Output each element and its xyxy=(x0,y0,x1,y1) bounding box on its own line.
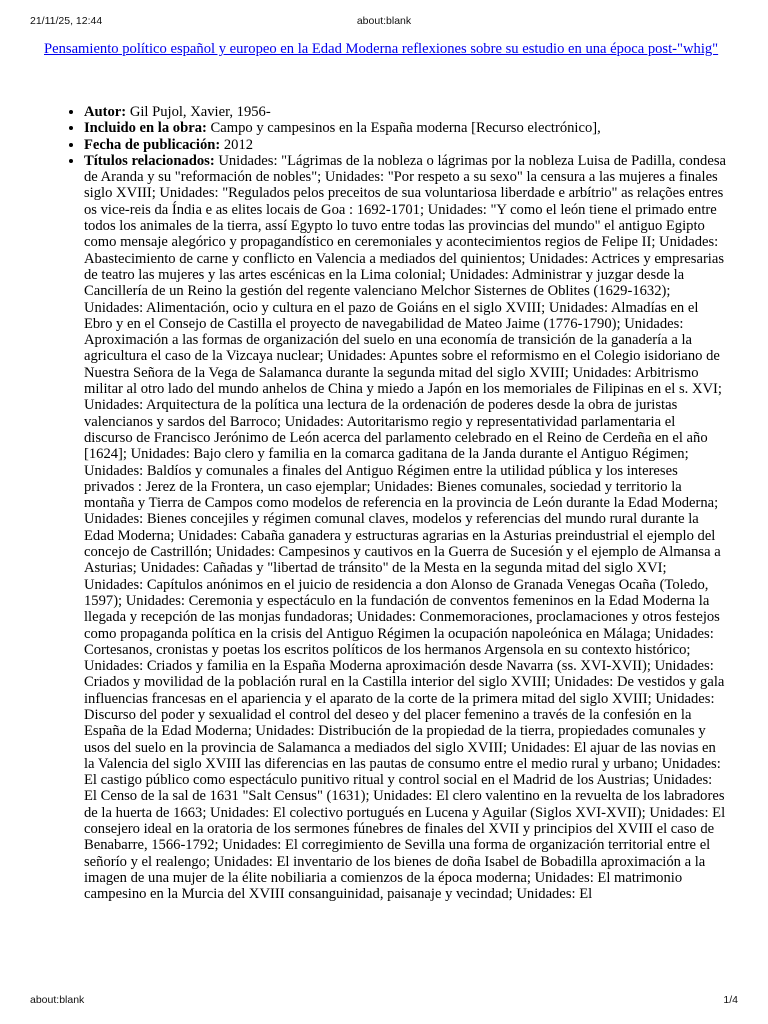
print-page-number: 1/4 xyxy=(723,994,738,1006)
record-fields xyxy=(44,104,726,903)
field-autor xyxy=(84,104,726,120)
field-label: Fecha de publicación: xyxy=(84,136,221,153)
field-value: Campo y campesinos en la España moderna [Recurso electrónico], xyxy=(210,120,601,137)
field-value: 2012 xyxy=(223,136,254,153)
print-page-title: about:blank xyxy=(356,15,412,27)
print-footer xyxy=(30,994,738,1008)
field-value: Unidades: "Lágrimas de la nobleza o lágrimas por la nobleza Luisa de Padilla, condesa de Aranda y su "reformación de nobles"; Unidades: "Por respeto a su sexo" la censura a las mujeres a finales siglo XVIII; Unidades: "Regulados pelos preceitos de sua voluntariosa liberdade e arbítrio" as relações entres os vice-reis da Índia e as elites locais de Goa : 1692-1701; Unidades: "Y como el león tiene el primado entre todos los animales de la tierra, assí Egypto lo tuvo entre todas las provincias del mundo" el antiguo Egipto como mensaje alegórico y propagandístico en ceremoniales y acontecimientos regios de Felipe II; Unidades: Abastecimiento de carne y conflicto en Valencia a mediados del quinientos; Unidades: Actrices y empresarias de teatro las mujeres y las artes escénicas en la Lima colonial; Unidades: Administrar y juzgar desde la Cancillería de un Reino la gestión del regente valenciano Melchor Sisternes de Oblites (1629-1632); Unidades: Alimentación, ocio y cultura en el pazo de Goiáns en el siglo XVIII; Unidades: Almadías en el Ebro y en el Consejo de Castilla el proyecto de navegabilidad de Mateo Jaime (1776-1790); Unidades: Aproximación a las formas de organización del suelo en una economía de transición de la ganadería a la agricultura el caso de la Vizcaya nuclear; Unidades: Apuntes sobre el reformismo en el Colegio isidoriano de Nuestra Señora de la Vega de Salamanca durante la segunda mitad del siglo XVIII; Unidades: Arbitrismo militar al otro lado del mundo anhelos de China y miedo a Japón en los memoriales de Filipinas en el s. XVI; Unidades: Arquitectura de la política una lectura de la ordenación de poderes desde la obra de juristas valencianos y sardos del Barroco; Unidades: Autoritarismo regio y representatividad parlamentaria el discurso de Francisco Jerónimo de León acerca del parlamento celebrado en el Reino de Cerdeña en el año [1624]; Unidades: Bajo clero y familia en la comarca gaditana de la Janda durante el Antiguo Régimen; Unidades: Baldíos y comunales a finales del Antiguo Régimen entre la utilidad pública y los intereses privados : Jerez de la Frontera, un caso ejemplar; Unidades: Bienes comunales, sociedad y territorio la montaña y Tierra de Campos como modelos de referencia en la provincia de León durante la Edad Moderna; Unidades: Bienes concejiles y régimen comunal claves, modelos y referencias del mundo rural durante la Edad Moderna; Unidades: Cabaña ganadera y estructuras agrarias en la Asturias preindustrial el ejemplo del concejo de Castrillón; Unidades: Campesinos y cautivos en la Guerra de Sucesión y el ejemplo de Almansa a Asturias; Unidades: Cañadas y "libertad de tránsito" de la Mesta en la segunda mitad del siglo XVI; Unidades: Capítulos anónimos en el juicio de residencia a don Alonso de Granada Venegas Ocaña (Toledo, 1597); Unidades: Ceremonia y espectáculo en la fundación de conventos femeninos en la Edad Moderna la llegada y recepción de las monjas fundadoras; Unidades: Conmemoraciones, proclamaciones y otros festejos como propaganda política en la crisis del Antiguo Régimen la ocupación napoleónica en Málaga; Unidades: Cortesanos, cronistas y poetas los escritos políticos de los hermanos Argensola en su contexto histórico; Unidades: Criados y familia en la España Moderna aproximación desde Navarra (ss. XVI-XVII); Unidades: Criados y movilidad de la población rural en la Castilla interior del siglo XVIII; Unidades: De vestidos y gala influencias francesas en el apariencia y el aparato de la corte de la primera mitad del siglo XVIII; Unidades: Discurso del poder y sexualidad el control del deseo y del placer femenino a través de la confesión en la España de la Edad Moderna; Unidades: Distribución de la propiedad de la tierra, propiedades comunales y usos del suelo en la provincia de Salamanca a mediados del siglo XVIII; Unidades: El ajuar de las novias en la Valencia del siglo XVIII las diferencias en las pautas de consumo entre el medio rural y urbano; Unidades: El castigo público como espectáculo punitivo ritual y control social en el Madrid de los Austrias; Unidades: El Censo de la sal de 1631 "Salt Census" (1631); Unidades: El clero valentino en la revuelta de los labradores de la huerta de 1663; Unidades: El colectivo portugués en Lucena y Aguilar (Siglos XVI-XVII); Unidades: El consejero ideal en la oratoria de los sermones fúnebres de finales del XVII y principios del XVIII el caso de Benabarre, 1566-1792; Unidades: El corregimiento de Sevilla una forma de organización territorial entre el señorío y el realengo; Unidades: El inventario de los bienes de doña Isabel de Bobadilla aproximación a la imagen de una mujer de la élite nobiliaria a comienzos de la época moderna; Unidades: El matrimonio campesino en la Murcia del XVIII consanguinidad, paisanaje y vecindad; Unidades: El xyxy=(84,152,726,903)
field-incluido-en-la-obra xyxy=(84,120,726,136)
field-label: Incluido en la obra: xyxy=(84,120,207,137)
print-footer-url: about:blank xyxy=(30,994,85,1006)
print-datetime: 21/11/25, 12:44 xyxy=(30,15,103,27)
print-header xyxy=(30,15,738,29)
field-value: Gil Pujol, Xavier, 1956- xyxy=(129,104,271,120)
field-titulos-relacionados xyxy=(84,153,726,903)
field-fecha-de-publicacion xyxy=(84,137,726,153)
field-label: Autor: xyxy=(84,104,127,120)
record-content xyxy=(44,41,726,986)
field-label: Títulos relacionados: xyxy=(84,152,215,169)
record-title-link[interactable]: Pensamiento político español y europeo en la Edad Moderna reflexiones sobre su estudio en una época post-"whig" xyxy=(44,41,719,57)
